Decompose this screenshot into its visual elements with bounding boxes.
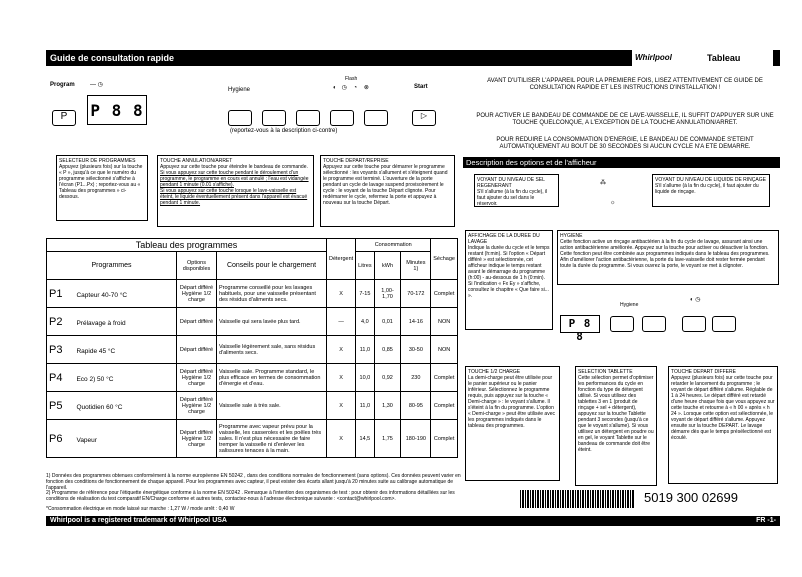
program-drying: Complet — [431, 420, 458, 458]
program-kwh: 0,01 — [374, 308, 401, 336]
cancel-note-text3: Si vous appuyez sur cette touche lorsque le lave-vaisselle est éteint, le liquide éventuellement présent dans l'appareil est évacué pendant 1 minute. — [160, 188, 308, 206]
mini-button-4[interactable] — [712, 316, 736, 332]
hygiene-note-text: Cette fonction active un rinçage antibactérien à la fin du cycle de lavage, assurant ainsi une action antibactérienne améliorée. Appuyez sur la touche pour activer ou désactiver la fonction. Cette fonction peut être combinée aux programmes indiqués dans le tableau des programmes. Afin d'améliorer l'action antibactérienne, la porte du lave-vaisselle doit rester fermée pendant toute la durée du programme. Si vous ouvrez la porte, le voyant se met à clignoter. — [560, 239, 770, 269]
program-name: Capteur 40-70 °C — [76, 291, 128, 299]
half-load-text: La demi-charge peut être utilisée pour le panier supérieur ou le panier inférieur. Sélectionnez le programme requis, puis appuyez sur la touche « Demi-charge » : le voyant s'allume. Il s'éteint à la fin du programme. L'option « Demi-charge » peut être utilisée avec les programmes indiqués dans le tableau des programmes. — [468, 375, 555, 429]
program-options: Départ différé Hygiène 1/2 charge — [177, 280, 217, 308]
program-drying: NON — [431, 308, 458, 336]
half-load-note — [465, 366, 560, 481]
footer-bar — [46, 516, 780, 526]
program-kwh: 1,00-1,70 — [374, 280, 401, 308]
program-minutes: 30-50 — [401, 336, 431, 364]
program-detergent: — — [327, 308, 356, 336]
tablet-text: Cette sélection permet d'optimiser les performances du cycle en fonction du type de détergent utilisé. Si vous utilisez des tablettes 3 en 1 (produit de rinçage + sel + détergent), appuyez sur la touche Tablette pendant 3 secondes (jusqu'à ce que le voyant s'allume). Si vous utilisez un détergent en poudre ou en gel, le voyant Tablette sur le bandeau de commande doit être éteint. — [578, 375, 654, 453]
tablet-title: SELECTION TABLETTE — [578, 369, 633, 375]
mini-panel-icons: ◐ ◷ — [690, 297, 701, 303]
footnote-2: 2) Programme de référence pour l'étiquette énergétique conforme à la norme EN 50242 . Remarque à l'intention des organismes de test : pour obtenir des informations détaillées sur les conditions de réalisation du test comparatif EN/Charge conforme et autres tests, contactez-nous à l'adresse électronique suivante : <contact@whirlpool.com>. — [46, 490, 455, 502]
delay-text: Appuyez (plusieurs fois) sur cette touche pour retarder le lancement du programme ; le voyant de départ différé s'allume. Réglable de 1 à 24 heures. Le départ différé est retardé d'une heure chaque fois que vous appuyez sur cette touche et retourne à « h 00 » après « h 24 ». Lorsque cette option est sélectionnée, le voyant de départ différé s'allume. Appuyez ensuite sur la touche DEPART. Le lavage démarre dès que le temps présélectionné est écoulé. — [671, 375, 775, 441]
rinse-title: VOYANT DU NIVEAU DE LIQUIDE DE RINÇAGE — [655, 177, 766, 183]
cancel-note — [157, 155, 314, 227]
program-tip: Programme avec vapeur prévu pour la vaisselle, les casseroles et les poêles très sales. Il n'est plus nécessaire de faire tremper la vaisselle ni d'enlever les salissures tenaces à la main. — [217, 420, 327, 458]
mini-button-1[interactable] — [610, 316, 634, 332]
description-title: Description des options et de l'afficheur — [463, 157, 780, 168]
duration-note — [465, 230, 553, 330]
mini-button-2[interactable] — [642, 316, 666, 332]
col-minutes: Minutes 1) — [401, 252, 431, 280]
program-name: Eco 2) 50 °C — [76, 375, 114, 383]
col-options: Options disponibles — [177, 252, 217, 280]
start-button[interactable]: ▷ — [412, 110, 436, 126]
footnote-1: 1) Données des programmes obtenues conformément à la norme européenne EN 50242 , dans des conditions normales de fonctionnement (sans options). Ces données peuvent varier en fonction des conditions de fonctionnement de chaque appareil. Pour les programmes avec capteur, il peut exister des écarts allant jusqu'à 20 minutes suite au calibrage automatique de l'appareil. — [46, 473, 461, 491]
table-row — [47, 308, 458, 336]
table-row — [47, 420, 458, 458]
cancel-note-text2: Si vous appuyez sur cette touche pendant le déroulement d'un programme, le programme en cours est annulé ; l'eau est vidangée pendant 1 minute (0.01 s'affiche). — [160, 170, 309, 188]
program-detergent: X — [327, 280, 356, 308]
program-kwh: 0,92 — [374, 364, 401, 392]
program-tip: Vaisselle qui sera lavée plus tard. — [217, 308, 327, 336]
panel-icons: ◐ ◷ ◔ ⊗ — [333, 85, 369, 91]
duration-text: Indique la durée du cycle et le temps restant (h:min). Si l'option « Départ différé » est sélectionnée, cet afficheur indique le temps restant avant le démarrage du programme (h:00) - au-dessous de 1 h (0:min). Si l'indication « Fx Ey » s'affiche, consultez le chapitre « Que faire si... ». — [468, 245, 550, 299]
delay-title: TOUCHE DEPART DIFFERE — [671, 369, 736, 375]
program-tip: Vaisselle légèrement sale, sans résidus d'aliments secs. — [217, 336, 327, 364]
selector-note — [56, 155, 148, 221]
start-label: Start — [414, 84, 428, 90]
rinse-icon: ☼ — [610, 200, 616, 206]
barcode — [520, 490, 635, 508]
cancel-button[interactable] — [364, 110, 388, 126]
mini-button-3[interactable] — [682, 316, 706, 332]
program-button[interactable]: P — [52, 110, 76, 126]
selector-note-title: SELECTEUR DE PROGRAMMES — [59, 158, 136, 164]
hygiene-mini-label: Hygiene — [620, 302, 639, 308]
program-number: P2 — [49, 315, 63, 328]
clock-icon: — ◷ — [90, 82, 103, 88]
start-note — [320, 155, 455, 227]
program-number: P5 — [49, 399, 63, 412]
selector-note-text: Appuyez (plusieurs fois) sur la touche « P », jusqu'à ce que le numéro du programme sélectionné s'affiche à l'écran (P1...Px) ; reportez-vous au « Tableau des programmes » ci-dessous. — [59, 164, 143, 200]
flash-label: Flash — [345, 76, 358, 82]
program-kwh: 1,30 — [374, 392, 401, 420]
program-minutes: 70-172 — [401, 280, 431, 308]
program-name: Vapeur — [76, 436, 97, 444]
table-title: Tableau des programmes — [47, 239, 327, 252]
program-number: P6 — [49, 432, 63, 445]
footer-trademark: Whirlpool is a registered trademark of Whirlpool USA — [50, 517, 227, 524]
table-row — [47, 280, 458, 308]
hygiene-label: Hygiene — [228, 87, 251, 93]
program-detergent: X — [327, 420, 356, 458]
salt-indicator-note — [474, 174, 559, 207]
barcode-number: 5019 300 02699 — [644, 490, 738, 505]
program-tip: Programme conseillé pour les lavages habituels, pour une vaisselle présentant des résidus d'aliments secs. — [217, 280, 327, 308]
hygiene-note-title: HYGIENE — [560, 233, 583, 239]
col-programmes: Programmes — [47, 252, 177, 280]
program-name-cell — [47, 392, 177, 420]
program-name-cell — [47, 280, 177, 308]
program-name-cell — [47, 420, 177, 458]
brand-logo: Whirlpool — [632, 50, 726, 66]
program-number: P4 — [49, 371, 63, 384]
delay-note — [668, 366, 778, 484]
display-screen: P 8 8 — [87, 95, 147, 125]
program-options: Départ différé Hygiène 1/2 charge — [177, 420, 217, 458]
program-options: Départ différé — [177, 336, 217, 364]
table-row — [47, 392, 458, 420]
program-kwh: 1,75 — [374, 420, 401, 458]
program-label: Program — [50, 82, 75, 88]
footer-page: FR -1- — [756, 517, 776, 524]
delay-button[interactable] — [330, 110, 354, 126]
warning-activate: POUR ACTIVER LE BANDEAU DE COMMANDE DE CE LAVE-VAISSELLE, IL SUFFIT D'APPUYER SUR UNE TOUCHE QUELCONQUE, A L'EXCEPTION DE LA TOUCHE ANNULATION/ARRET. — [476, 113, 774, 126]
table-row — [47, 364, 458, 392]
program-options: Départ différé Hygiène 1/2 charge — [177, 392, 217, 420]
program-minutes: 230 — [401, 364, 431, 392]
program-drying: NON — [431, 336, 458, 364]
program-name: Quotidien 60 °C — [76, 403, 123, 411]
table-row — [47, 336, 458, 364]
program-options: Départ différé Hygiène 1/2 charge — [177, 364, 217, 392]
program-litres: 11,0 — [356, 336, 374, 364]
col-consommation: Consommation — [356, 239, 431, 252]
cancel-note-title: TOUCHE ANNULATION/ARRET — [160, 158, 233, 164]
program-detergent: X — [327, 392, 356, 420]
program-minutes: 14-16 — [401, 308, 431, 336]
half-load-title: TOUCHE 1/2 CHARGE — [468, 369, 521, 375]
warning-energy: POUR REDUIRE LA CONSOMMATION D'ENERGIE, LE BANDEAU DE COMMANDE S'ETEINT AUTOMATIQUEMENT AU BOUT DE 30 SECONDES SI AUCUN CYCLE N'A ETE DEMARRE. — [496, 137, 754, 150]
panel-note: (reportez-vous à la description ci-contre) — [230, 128, 338, 134]
start-note-text: Appuyez sur cette touche pour démarrer le programme sélectionné : les voyants s'allument et s'éteignent quand le programme est terminé. L'ouverture de la porte pendant un cycle de lavage suspend provisoirement le cycle : le voyant de la touche Départ clignote. Pour redémarrer le cycle, refermez la porte et appuyez à nouveau sur la touche Départ. — [323, 164, 448, 206]
program-number: P1 — [49, 287, 63, 300]
header-title: Guide de consultation rapide — [50, 53, 175, 63]
program-name-cell — [47, 336, 177, 364]
rinse-text: S'il s'allume (à la fin du cycle), il faut ajouter du liquide de rinçage. — [655, 183, 759, 195]
program-litres: 7-15 — [356, 280, 374, 308]
col-litres: Litres — [356, 252, 374, 280]
program-drying: Complet — [431, 392, 458, 420]
hygiene-note — [557, 230, 779, 285]
col-sechage: Séchage — [431, 239, 458, 280]
salt-title: VOYANT DU NIVEAU DE SEL REGENERANT — [477, 177, 545, 189]
program-drying: Complet — [431, 364, 458, 392]
program-minutes: 80-95 — [401, 392, 431, 420]
program-name-cell — [47, 308, 177, 336]
footnote-3: *Consommation électrique en mode laissé sur marche : 1,27 W / mode arrêt : 0,40 W — [46, 506, 235, 512]
col-conseils: Conseils pour le chargement — [217, 252, 327, 280]
program-tip: Vaisselle sale. Programme standard, le plus efficace en termes de consommation d'énergie et d'eau. — [217, 364, 327, 392]
program-tip: Vaisselle sale à très sale. — [217, 392, 327, 420]
program-detergent: X — [327, 364, 356, 392]
rinse-indicator-note — [652, 174, 770, 207]
program-table — [46, 238, 458, 458]
program-name: Prélavage à froid — [76, 319, 126, 327]
salt-text: S'il s'allume (à la fin du cycle), il faut ajouter du sel dans le réservoir. — [477, 189, 548, 207]
col-kwh: kWh — [374, 252, 401, 280]
start-note-title: TOUCHE DEPART/REPRISE — [323, 158, 389, 164]
tablet-note — [575, 366, 657, 486]
program-name-cell — [47, 364, 177, 392]
program-options: Départ différé — [177, 308, 217, 336]
program-litres: 14,5 — [356, 420, 374, 458]
program-name: Rapide 45 °C — [76, 347, 116, 355]
duration-title: AFFICHAGE DE LA DUREE DU LAVAGE — [468, 233, 540, 245]
program-minutes: 180-190 — [401, 420, 431, 458]
cancel-note-text: Appuyez sur cette touche pour éteindre le bandeau de commande. — [160, 164, 308, 170]
program-drying: Complet — [431, 280, 458, 308]
hygiene-button[interactable] — [228, 110, 252, 126]
mini-display: P 8 8 — [560, 315, 600, 333]
program-number: P3 — [49, 343, 63, 356]
header-right-title: Tableau — [703, 50, 773, 66]
program-litres: 4,0 — [356, 308, 374, 336]
program-litres: 11,0 — [356, 392, 374, 420]
col-detergent: Détergent — [327, 239, 356, 280]
salt-icon: ⁂ — [600, 180, 606, 186]
program-detergent: X — [327, 336, 356, 364]
program-litres: 10,0 — [356, 364, 374, 392]
program-kwh: 0,85 — [374, 336, 401, 364]
tablet-button[interactable] — [296, 110, 320, 126]
warning-first-use: AVANT D'UTILISER L'APPAREIL POUR LA PREMIERE FOIS, LISEZ ATTENTIVEMENT CE GUIDE DE CONSULTATION RAPIDE ET LES INSTRUCTIONS D'INSTALLATION ! — [487, 78, 763, 91]
half-load-button[interactable] — [262, 110, 286, 126]
